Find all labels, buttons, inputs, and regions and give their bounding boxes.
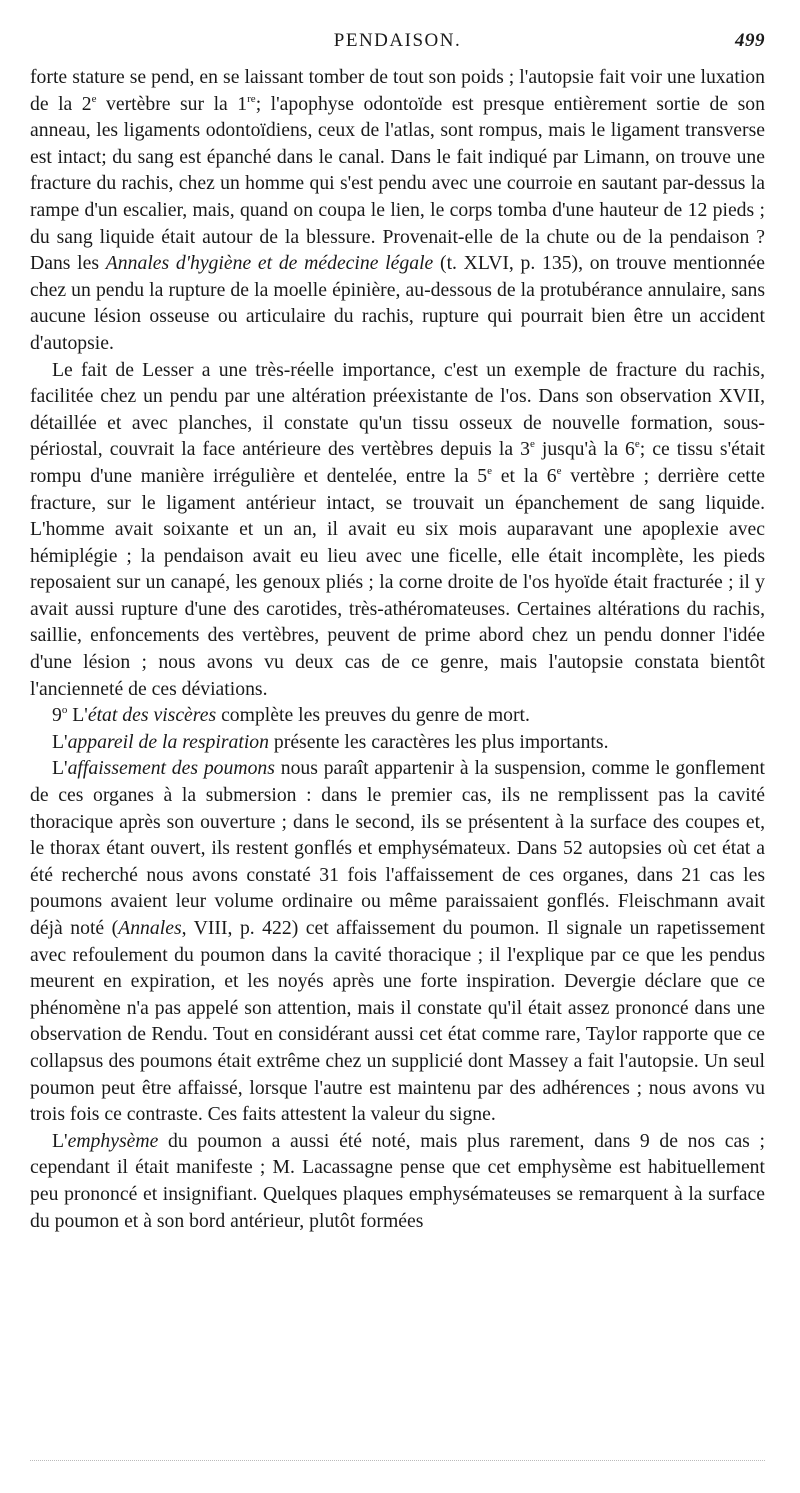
text-run: L' bbox=[52, 730, 68, 753]
text-run: , VIII, p. 422) cet affaissement du poumon. Il signale un rapetissement avec refoulement du poumon dans la cavité thoracique ; il l'explique par ce que les pendus meurent en expiration, et les noyés après une forte inspiration. Devergie déclare que ce phénomène n'a pas appelé son attention, mais il constate qu'il était assez prononcé dans une observation de Rendu. Tout en considérant aussi cet état comme rare, Taylor rapporte que ce collapsus des poumons était extrême chez un supplicié dont Massey a fait l'autopsie. Un seul poumon peut être affaissé, lorsque l'autre est maintenu par des adhérences ; nous avons vu trois fois ce contraste. Ces faits attestent la valeur du signe. bbox=[30, 917, 765, 1126]
bottom-rule bbox=[30, 1460, 765, 1463]
page-header bbox=[30, 30, 765, 64]
superscript: re bbox=[247, 92, 256, 105]
paragraph bbox=[30, 755, 765, 1127]
text-run: forte stature se pend, en se laissant tomber de tout son poids ; l'autopsie fait voir une luxation de la 2 bbox=[30, 66, 765, 115]
superscript: e bbox=[529, 438, 535, 451]
superscript: e bbox=[556, 464, 562, 477]
superscript: e bbox=[91, 92, 97, 105]
page-number: 499 bbox=[735, 30, 765, 51]
text-run: L' bbox=[52, 757, 68, 780]
text-run: (t. XLVI, p. 135), on trouve mentionnée chez un pendu la rupture de la moelle épinière, au-dessous de la protubérance annulaire, sans aucune lésion osseuse ou articulaire du rachis, rupture qui pourrait bien être un accident d'autopsie. bbox=[30, 252, 765, 354]
text-run: présente les caractères les plus importants. bbox=[269, 730, 609, 753]
italic-text: emphysème bbox=[67, 1129, 159, 1152]
italic-text: état des viscères bbox=[87, 704, 217, 727]
italic-text: Annales d'hygiène et de médecine légale bbox=[105, 252, 434, 275]
text-run: vertèbre sur la 1 bbox=[96, 92, 248, 115]
running-title: PENDAISON. bbox=[333, 30, 462, 51]
paragraph bbox=[30, 1128, 765, 1234]
text-run: 9 bbox=[52, 704, 62, 727]
italic-text: appareil de la respiration bbox=[67, 730, 269, 753]
paragraph bbox=[30, 729, 765, 756]
paragraph bbox=[30, 64, 765, 357]
text-run: L' bbox=[52, 1129, 68, 1152]
text-run: jusqu'à la 6 bbox=[534, 438, 635, 461]
text-run: nous paraît appartenir à la suspension, comme le gonflement de ces organes à la submersion : dans le premier cas, ils ne remplissent pas la cavité thoracique après son ouverture ; dans le second, ils se présentent à la surface des coupes et, le thorax étant ouvert, ils restent gonflés et emphysémateux. Dans 52 autopsies où cet état a été recherché nous avons constaté 31 fois l'affaissement de ces organes, dans 21 cas les poumons avaient leur volume ordinaire ou même paraissaient gonflés. Fleischmann avait déjà noté ( bbox=[30, 757, 765, 939]
text-run: L' bbox=[67, 704, 88, 727]
italic-text: affaissement des poumons bbox=[67, 757, 275, 780]
superscript: e bbox=[487, 464, 492, 477]
text-run: du poumon a aussi été noté, mais plus rarement, dans 9 de nos cas ; cependant il était manifeste ; M. Lacassagne pense que cet emphysème est habituellement peu prononcé et insignifiant. Quelques plaques emphysémateuses se remarquent à la surface du poumon et à son bord antérieur, plutôt formées bbox=[30, 1129, 765, 1232]
paragraph bbox=[30, 702, 765, 729]
superscript: e bbox=[634, 438, 640, 451]
italic-text: Annales bbox=[118, 917, 182, 939]
book-page bbox=[30, 30, 765, 1234]
text-run: complète les preuves du genre de mort. bbox=[216, 704, 530, 727]
text-run: ; l'apophyse odontoïde est presque entièrement sortie de son anneau, les ligaments odontoïdiens, ceux de l'atlas, sont rompus, mais le ligament transverse est intact; du sang est épanché dans le canal. Dans le fait indiqué par Limann, on trouve une fracture du rachis, chez un homme qui s'est pendu avec une courroie en sautant par-dessus la rampe d'un escalier, mais, quand on coupa le lien, le corps tomba d'une hauteur de 12 pieds ; du sang liquide était autour de la blessure. Provenait-elle de la chute ou de la pendaison ? Dans les bbox=[30, 92, 765, 275]
page-body bbox=[30, 64, 765, 1234]
text-run: Le fait de Lesser a une très-réelle importance, c'est un exemple de fracture du rachis, facilitée chez un pendu par une altération préexistante de l'os. Dans son observation XVII, détaillée et avec planches, il constate qu'un tissu osseux de nouvelle formation, sous-périostal, couvrait la face antérieure des vertèbres depuis la 3 bbox=[30, 358, 765, 461]
paragraph bbox=[30, 357, 765, 703]
superscript: o bbox=[61, 704, 68, 717]
text-run: vertèbre ; derrière cette fracture, sur le ligament antérieur intact, se trouvait un épanchement de sang liquide. L'homme avait soixante et un an, il avait eu six mois auparavant une apoplexie avec hémiplégie ; la pendaison avait eu lieu avec une ficelle, elle était incomplète, les pieds reposaient sur un canapé, les genoux pliés ; la corne droite de l'os hyoïde était fracturée ; il y avait aussi rupture d'une des carotides, très-athéromateuses. Certaines altérations du rachis, saillie, enfoncements des vertèbres, peuvent de prime abord chez un pendu donner l'idée d'une lésion ; nous avons vu deux cas de ce genre, mais l'autopsie constata bientôt l'ancienneté de ces déviations. bbox=[30, 464, 765, 700]
text-run: et la 6 bbox=[491, 464, 557, 487]
text-run: ; ce tissu s'était rompu d'une manière irrégulière et dentelée, entre la 5 bbox=[30, 438, 766, 487]
